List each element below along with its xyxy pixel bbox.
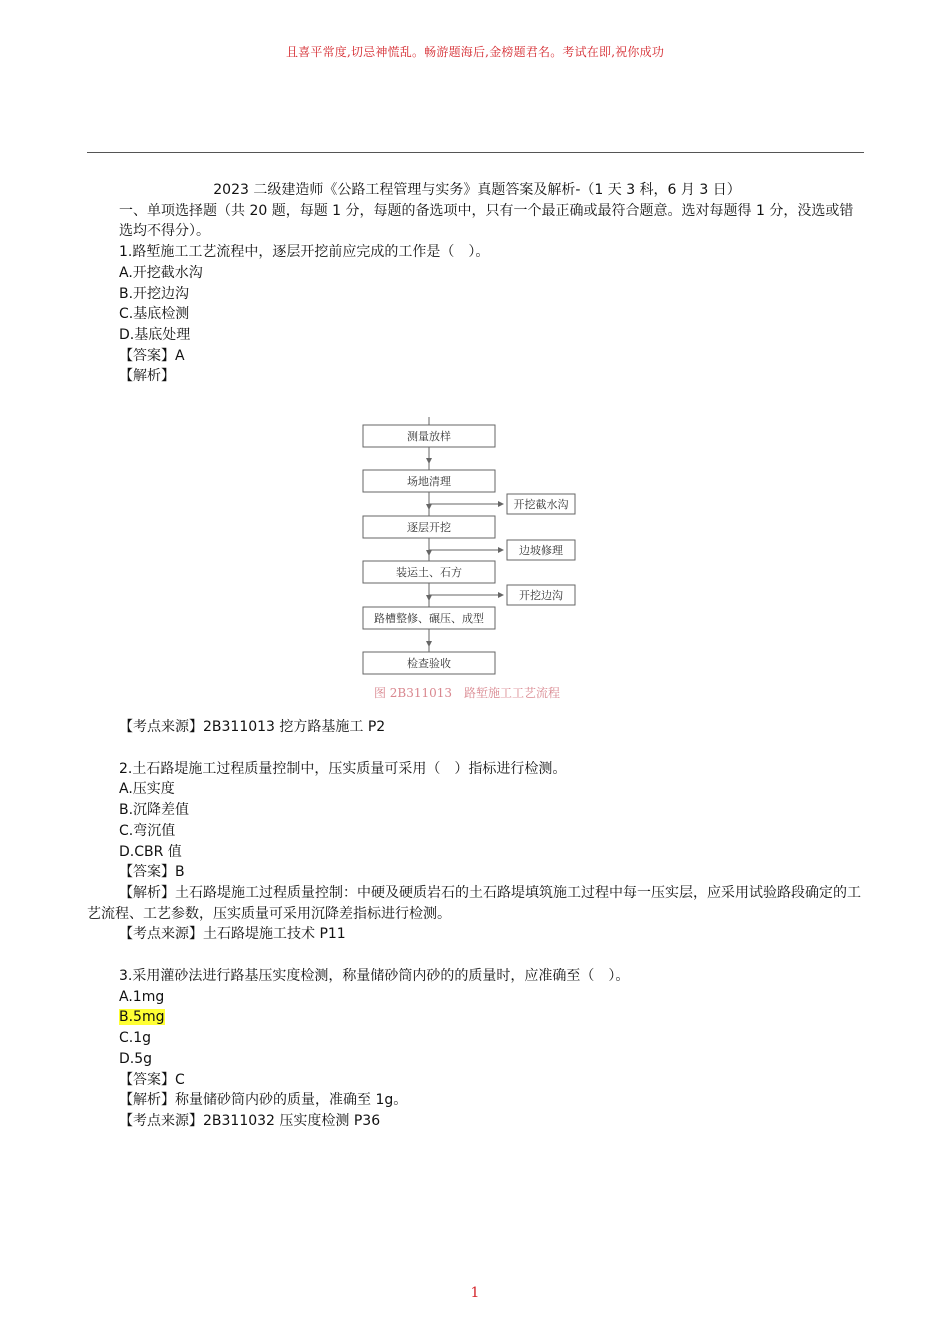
flow-step-2 [363,470,495,492]
question-2 [87,759,867,945]
analysis: 【解析】 [119,368,175,385]
flow-step-4 [363,561,495,583]
option-b [87,1007,867,1028]
option-c: C.基底检测 [119,306,190,323]
flow-side-3-label: 开挖边沟 [519,589,563,603]
flow-step-5-label: 路槽整修、碾压、成型 [374,612,484,626]
page-number: 1 [470,1285,480,1301]
section-intro: 一、单项选择题（共 20 题，每题 1 分，每题的备选项中，只有一个最正确或最符合题意。选对每题得 1 分，没选或错选均不得分）。 [119,202,854,240]
option-d: D.基底处理 [119,326,191,343]
flow-step-5 [363,607,495,629]
header-divider [87,152,864,153]
option-a: A.压实度 [119,781,175,798]
answer: 【答案】B [119,864,185,881]
answer: 【答案】A [119,347,185,364]
source: 【考点来源】2B311013 挖方路基施工 P2 [119,719,386,736]
question-stem: 3.采用灌砂法进行路基压实度检测，称量储砂筒内砂的的质量时，应准确至（ ）。 [119,968,630,985]
flow-side-2-label: 边坡修理 [519,544,563,558]
option-d: D.CBR 值 [119,843,182,860]
document-title: 2023 二级建造师《公路工程管理与实务》真题答案及解析-（1 天 3 科，6 月 3 日） [213,182,741,198]
highlighted-option: B.5mg [119,1009,165,1026]
flowchart-svg [87,393,867,707]
question-stem: 1.路堑施工工艺流程中，逐层开挖前应完成的工作是（ ）。 [119,244,490,261]
option-c: C.弯沉值 [119,822,176,839]
flow-step-6 [363,652,495,674]
flow-side-1 [507,494,575,514]
flow-side-1-label: 开挖截水沟 [513,498,569,512]
flow-side-3 [507,585,575,605]
question-1 [87,242,867,738]
analysis: 【解析】土石路堤施工过程质量控制：中硬及硬质岩石的土石路堤填筑施工过程中每一压实层，应采用试验路段确定的工艺流程、工艺参数，压实质量可采用沉降差指标进行检测。 [87,884,861,922]
option-a: A.开挖截水沟 [119,264,203,281]
flow-step-3 [363,516,495,538]
flow-step-2-label: 场地清理 [407,475,451,489]
flowchart-caption: 图 2B311013 路堑施工工艺流程 [373,686,561,701]
document-body [87,180,867,1132]
option-c: C.1g [119,1030,152,1047]
flow-step-1-label: 测量放样 [407,430,451,444]
flow-step-3-label: 逐层开挖 [407,521,451,535]
flow-step-6-label: 检查验收 [407,657,451,671]
question-3 [87,966,867,1132]
answer: 【答案】C [119,1071,185,1088]
question-stem: 2.土石路堤施工过程质量控制中，压实质量可采用（ ）指标进行检测。 [119,760,567,777]
option-d: D.5g [119,1050,153,1067]
flowchart-figure [87,393,867,707]
option-b: B.沉降差值 [119,802,190,819]
flow-side-2 [507,540,575,560]
option-b: B.开挖边沟 [119,285,190,302]
header-motto: 且喜平常度,切忌神慌乱。畅游题海后,金榜题君名。考试在即,祝你成功 [285,45,665,59]
flow-step-4-label: 装运土、石方 [396,566,462,580]
flow-step-1 [363,425,495,447]
option-a: A.1mg [119,988,165,1005]
source: 【考点来源】土石路堤施工技术 P11 [119,926,346,943]
analysis: 【解析】称量储砂筒内砂的质量，准确至 1g。 [119,1092,408,1109]
source: 【考点来源】2B311032 压实度检测 P36 [119,1112,381,1129]
